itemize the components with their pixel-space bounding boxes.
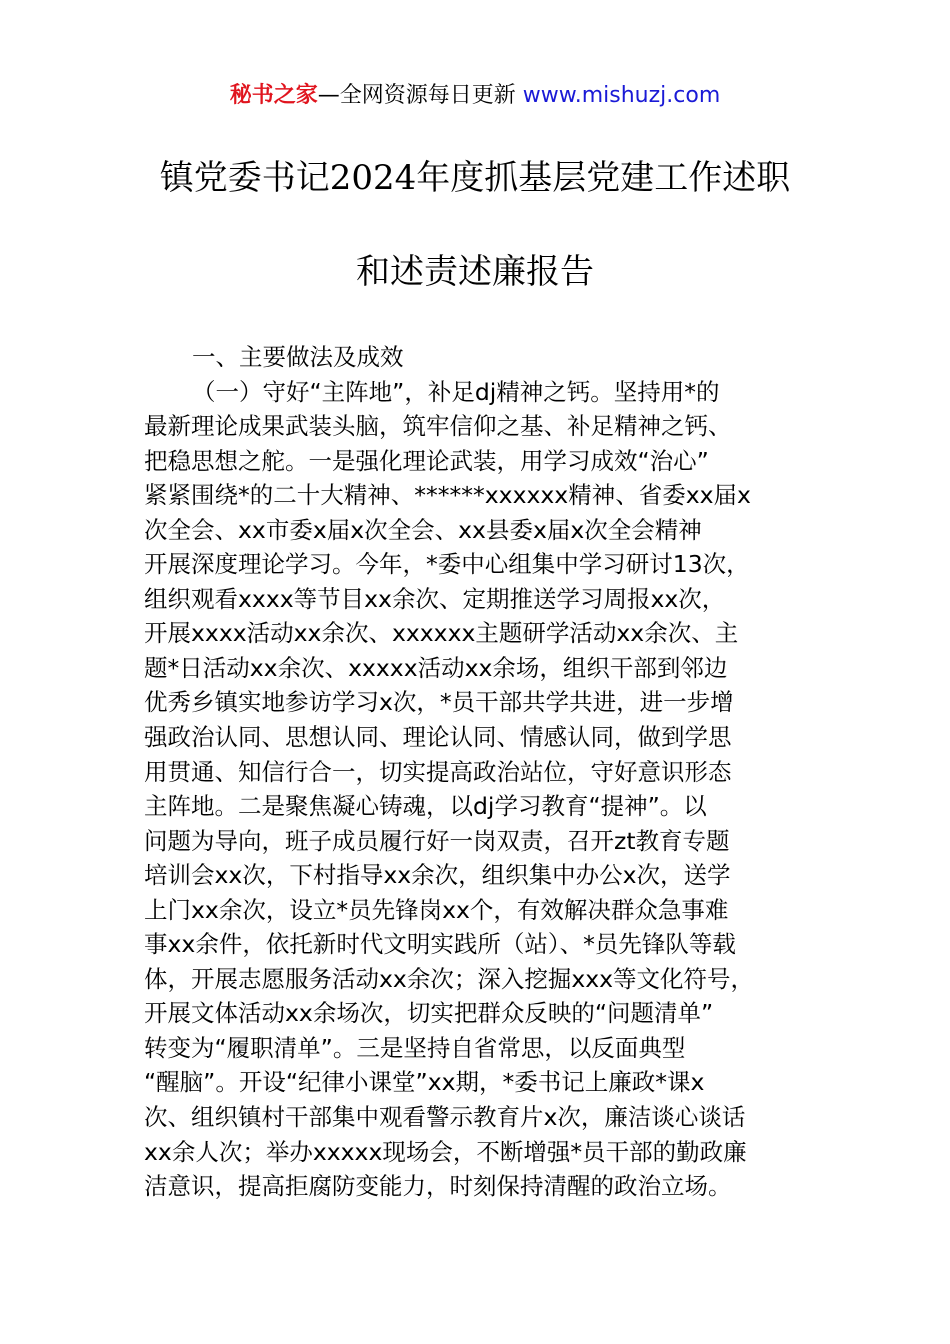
- paragraph-line: 次全会、xx市委x届x次全会、xx县委x届x次全会精神: [144, 515, 702, 544]
- section-heading: 一、主要做法及成效: [192, 343, 404, 371]
- document-title-line-2: 和述责述廉报告: [356, 252, 594, 292]
- paragraph-line: 问题为导向，班子成员履行好一岗双责，召开zt教育专题: [144, 826, 730, 855]
- paragraph-line: 题*日活动xx余次、xxxxx活动xx余场，组织干部到邻边: [144, 653, 728, 682]
- banner-tagline: —全网资源每日更新: [317, 83, 523, 108]
- paragraph-line: 紧紧围绕*的二十大精神、******xxxxxx精神、省委xx届x: [144, 481, 751, 510]
- paragraph-line: 转变为“履职清单”。三是坚持自省常思，以反面典型: [144, 1033, 686, 1062]
- paragraph-line: 事xx余件，依托新时代文明实践所（站）、*员先锋队等载: [144, 930, 736, 959]
- paragraph-line: 洁意识，提高拒腐防变能力，时刻保持清醒的政治立场。: [144, 1172, 732, 1201]
- document-title-line-1: 镇党委书记2024年度抓基层党建工作述职: [159, 158, 791, 198]
- paragraph-line: 主阵地。二是聚焦凝心铸魂，以dj学习教育“提神”。以: [144, 792, 707, 821]
- paragraph-line: （一）守好“主阵地”，补足dj精神之钙。坚持用*的: [192, 377, 720, 406]
- paragraph-line: 组织观看xxxx等节目xx余次、定期推送学习周报xx次，: [144, 584, 726, 613]
- site-banner: [0, 80, 950, 112]
- paragraph-line: 体，开展志愿服务活动xx余次；深入挖掘xxx等文化符号，: [144, 964, 755, 993]
- paragraph-line: xx余人次；举办xxxxx现场会，不断增强*员干部的勤政廉: [144, 1137, 747, 1166]
- paragraph-line: 开展深度理论学习。今年，*委中心组集中学习研讨13次，: [144, 550, 750, 579]
- paragraph-line: 把稳思想之舵。一是强化理论武装，用学习成效“治心”: [144, 446, 709, 475]
- paragraph-line: 强政治认同、思想认同、理论认同、情感认同，做到学思: [144, 723, 732, 752]
- paragraph-line: 优秀乡镇实地参访学习x次，*员干部共学共进，进一步增: [144, 688, 734, 717]
- paragraph-line: 开展文体活动xx余场次，切实把群众反映的“问题清单”: [144, 999, 714, 1028]
- brand-name: 秘书之家: [229, 83, 318, 108]
- paragraph-line: 用贯通、知信行合一，切实提高政治站位，守好意识形态: [144, 757, 732, 786]
- paragraph-line: 次、组织镇村干部集中观看警示教育片x次，廉洁谈心谈话: [144, 1103, 746, 1132]
- site-url-link[interactable]: www.mishuzj.com: [522, 83, 721, 108]
- document-body: [144, 340, 824, 1204]
- paragraph-line: 培训会xx次，下村指导xx余次，组织集中办公x次，送学: [144, 861, 731, 890]
- paragraph-line: 上门xx余次，设立*员先锋岗xx个，有效解决群众急事难: [144, 895, 729, 924]
- paragraph-line: 最新理论成果武装头脑，筑牢信仰之基、补足精神之钙、: [144, 412, 732, 441]
- paragraph-line: 开展xxxx活动xx余次、xxxxxx主题研学活动xx余次、主: [144, 619, 739, 648]
- paragraph-line: “醒脑”。开设“纪律小课堂”xx期，*委书记上廉政*课x: [144, 1068, 705, 1097]
